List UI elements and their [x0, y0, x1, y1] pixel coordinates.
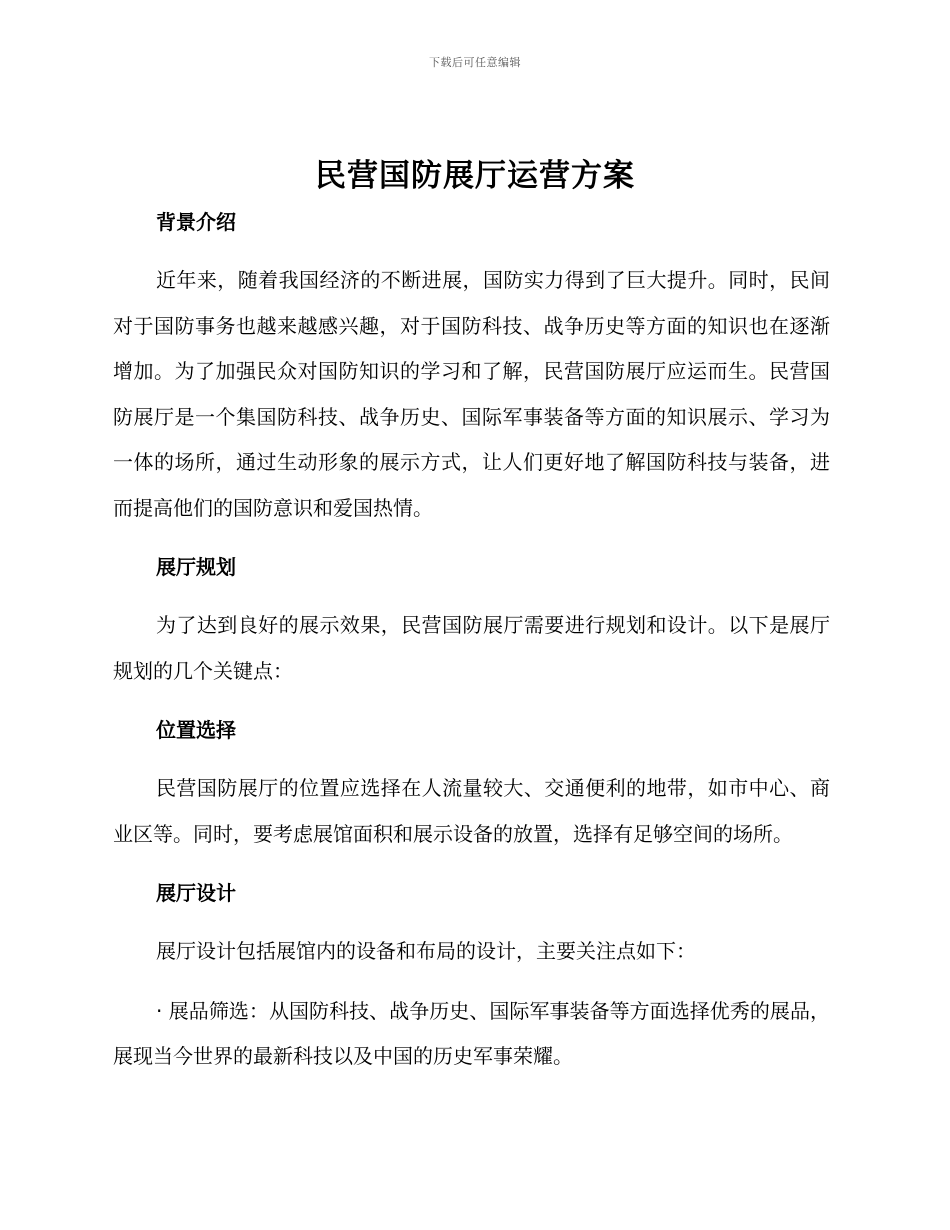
document-title: 民营国防展厅运营方案	[315, 158, 635, 194]
section-heading-location: 位置选择	[156, 718, 236, 742]
section-paragraph: 民营国防展厅的位置应选择在人流量较大、交通便利的地带，如市中心、商业区等。同时，要考虑展馆面积和展示设备的放置，选择有足够空间的场所。	[113, 776, 830, 846]
section-heading-background: 背景介绍	[156, 210, 236, 234]
section-paragraph: 近年来，随着我国经济的不断进展，国防实力得到了巨大提升。同时，民间对于国防事务也越来越感兴趣，对于国防科技、战争历史等方面的知识也在逐渐增加。为了加强民众对国防知识的学习和了解，民营国防展厅应运而生。民营国防展厅是一个集国防科技、战争历史、国际军事装备等方面的知识展示、学习为一体的场所，通过生动形象的展示方式，让人们更好地了解国防科技与装备，进而提高他们的国防意识和爱国热情。	[113, 268, 830, 520]
section-heading-hall-planning: 展厅规划	[156, 555, 236, 579]
header-note: 下载后可任意编辑	[429, 56, 521, 69]
bullet-item: · 展品筛选：从国防科技、战争历史、国际军事装备等方面选择优秀的展品，展现当今世界的最新科技以及中国的历史军事荣耀。	[113, 998, 830, 1068]
section-paragraph: 为了达到良好的展示效果，民营国防展厅需要进行规划和设计。以下是展厅规划的几个关键点：	[113, 613, 830, 683]
document-body	[113, 200, 830, 1080]
section-paragraph: 展厅设计包括展馆内的设备和布局的设计，主要关注点如下：	[156, 939, 696, 963]
section-heading-hall-design: 展厅设计	[156, 881, 236, 905]
